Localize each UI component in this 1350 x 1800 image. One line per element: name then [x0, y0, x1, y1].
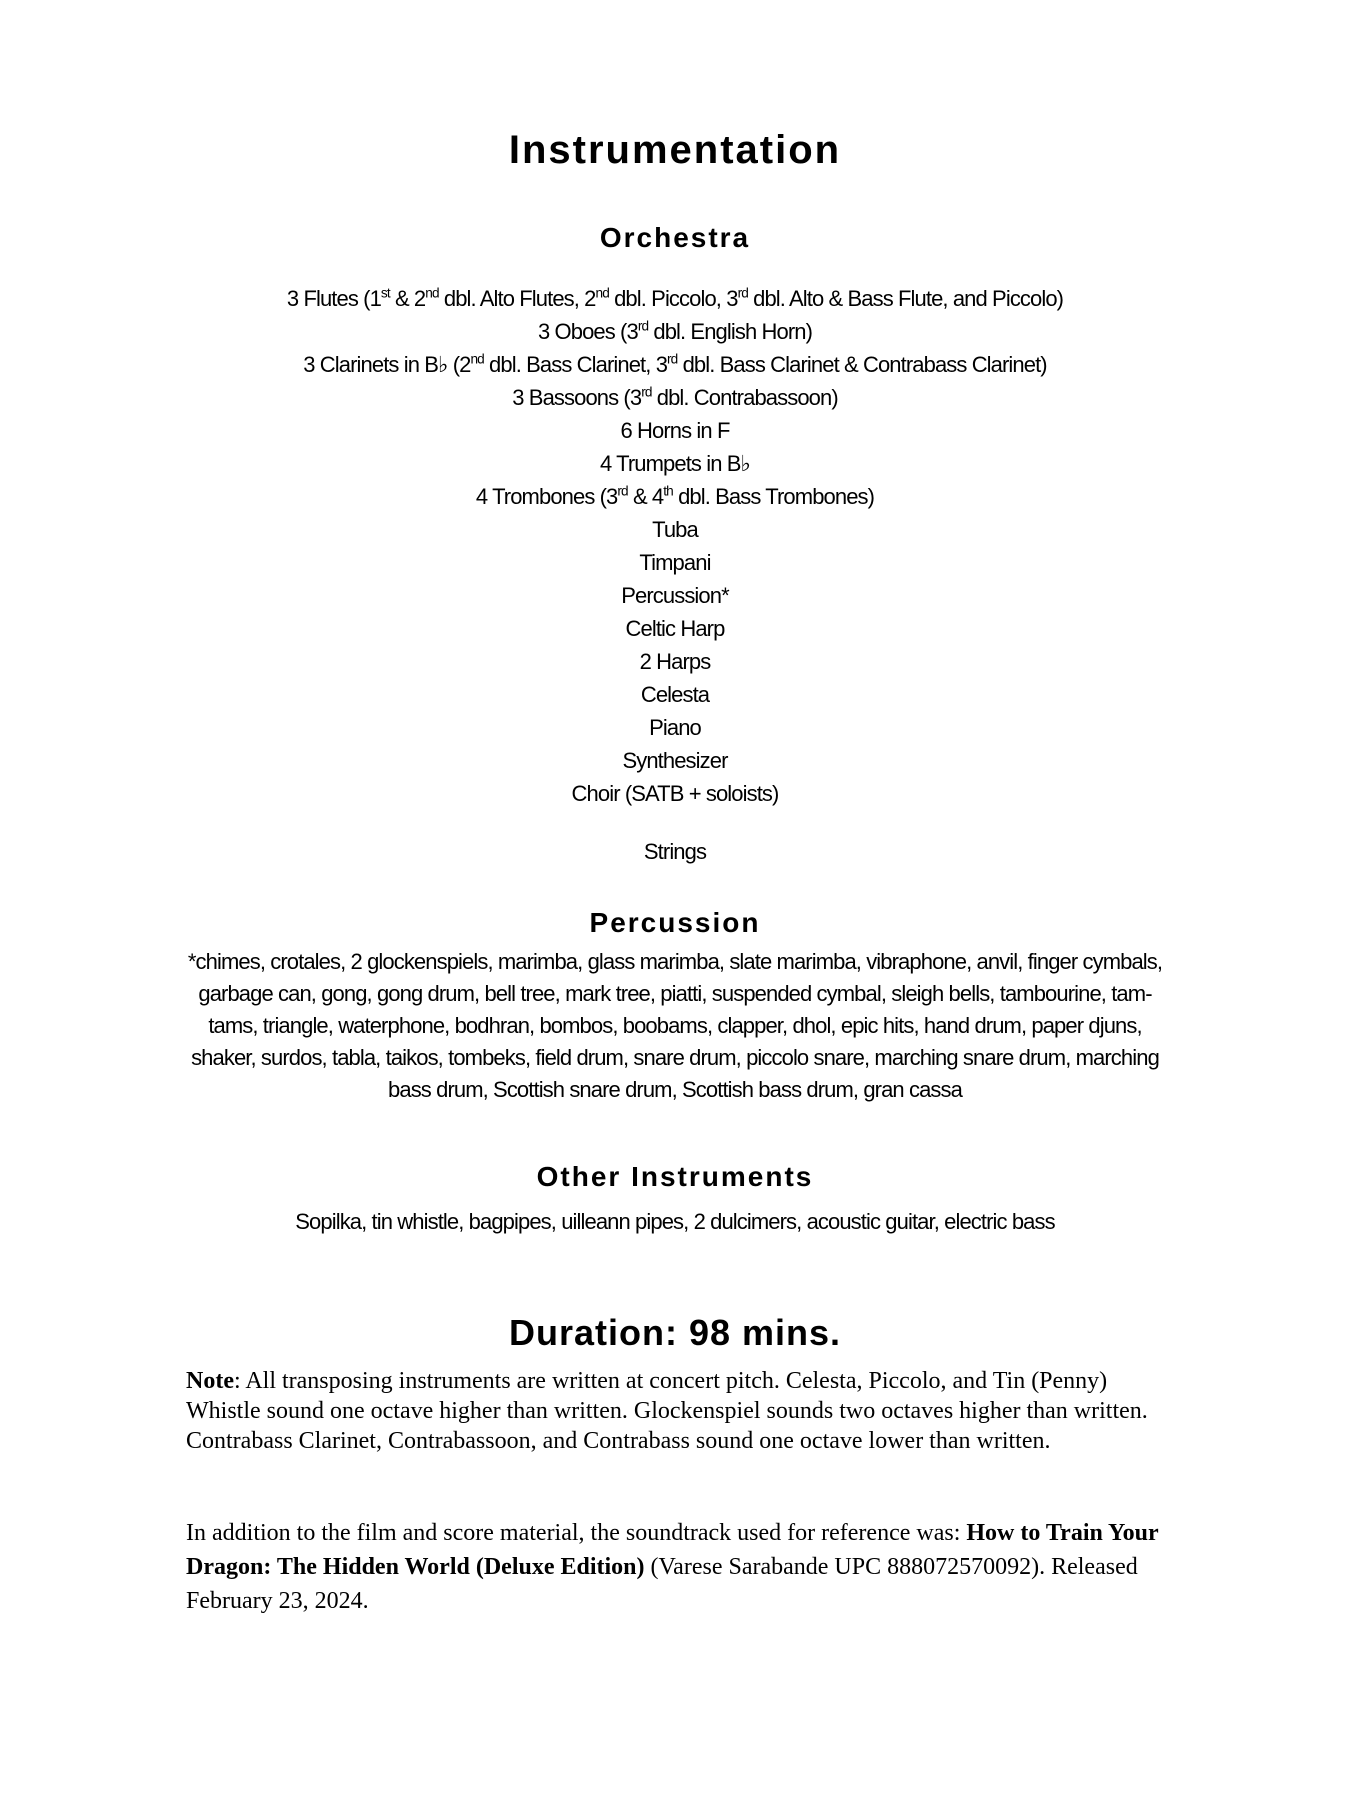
text-run: dbl. Contrabassoon) — [651, 385, 838, 410]
text-run: Timpani — [639, 550, 711, 575]
text-run: : All transposing instruments are written at concert pitch. Celesta, Piccolo, and Tin (Penny) Whistle sound one octave higher than written. Glockenspiel sounds two octaves higher than written. Contrabass Clarinet, Contrabassoon, and Contrabass sound one octave lower than written. — [186, 1368, 1148, 1454]
page-title: Instrumentation — [508, 127, 842, 172]
ordinal-superscript: nd — [470, 351, 484, 367]
percussion-line: bass drum, Scottish snare drum, Scottish bass drum, gran cassa — [388, 1077, 962, 1102]
text-run: 4 Trumpets in B♭ — [599, 451, 751, 476]
orchestra-line — [0, 348, 1350, 381]
orchestra-heading: Orchestra — [599, 222, 751, 254]
orchestra-line — [0, 711, 1350, 744]
percussion-line: garbage can, gong, gong drum, bell tree, mark tree, piatti, suspended cymbal, sleigh bells, tambourine, tam- — [198, 981, 1152, 1006]
text-run: dbl. Bass Clarinet, 3 — [483, 352, 668, 377]
text-run: 3 Flutes (1 — [286, 286, 381, 311]
ordinal-superscript: rd — [637, 318, 649, 334]
orchestra-line — [0, 612, 1350, 645]
text-run: dbl. English Horn) — [648, 319, 813, 344]
other-instruments-heading: Other Instruments — [536, 1161, 814, 1193]
text-run: 3 Bassoons (3 — [512, 385, 642, 410]
orchestra-line — [0, 645, 1350, 678]
text-run: 6 Horns in F — [620, 418, 730, 443]
text-run: (Varese Sarabande UPC 888072570092). Released February 23, 2024. — [186, 1554, 1138, 1614]
percussion-line: shaker, surdos, tabla, taikos, tombeks, field drum, snare drum, piccolo snare, marching snare drum, marching — [191, 1045, 1159, 1070]
percussion-heading: Percussion — [589, 907, 761, 939]
reference-paragraph — [186, 1516, 1186, 1618]
ordinal-superscript: rd — [667, 351, 678, 367]
percussion-list — [0, 946, 1350, 1106]
bold-text-run: How to Train Your Dragon: The Hidden World (Deluxe Edition) — [186, 1520, 1159, 1580]
orchestra-line — [0, 480, 1350, 513]
duration-heading: Duration: 98 mins. — [508, 1311, 842, 1353]
ordinal-superscript: rd — [737, 285, 748, 301]
text-run: dbl. Alto & Bass Flute, and Piccolo) — [747, 286, 1064, 311]
text-run: Piano — [649, 715, 701, 740]
text-run: & 4 — [627, 484, 664, 509]
orchestra-line — [0, 777, 1350, 810]
text-run: In addition to the film and score material, the soundtrack used for reference was: — [186, 1520, 967, 1546]
text-run: Percussion* — [621, 583, 729, 608]
orchestra-line — [0, 447, 1350, 480]
orchestra-line — [0, 414, 1350, 447]
note-paragraph — [186, 1366, 1186, 1456]
orchestra-line — [0, 381, 1350, 414]
ordinal-superscript: rd — [617, 483, 628, 499]
text-run: Synthesizer — [622, 748, 728, 773]
text-run: & 2 — [389, 286, 426, 311]
text-run: 3 Clarinets in B♭ (2 — [303, 352, 471, 377]
text-run: 4 Trombones (3 — [475, 484, 618, 509]
orchestra-line — [0, 315, 1350, 348]
other-instruments-list: Sopilka, tin whistle, bagpipes, uilleann pipes, 2 dulcimers, acoustic guitar, electric bass — [295, 1209, 1055, 1234]
orchestra-line — [0, 546, 1350, 579]
text-run: 3 Oboes (3 — [537, 319, 638, 344]
strings-line: Strings — [643, 839, 707, 864]
orchestra-line — [0, 744, 1350, 777]
percussion-line: tams, triangle, waterphone, bodhran, bombos, boobams, clapper, dhol, epic hits, hand drum, paper djuns, — [208, 1013, 1142, 1038]
orchestra-line — [0, 513, 1350, 546]
ordinal-superscript: th — [663, 483, 673, 499]
text-run: dbl. Bass Clarinet & Contrabass Clarinet) — [677, 352, 1047, 377]
orchestra-line — [0, 678, 1350, 711]
percussion-line: *chimes, crotales, 2 glockenspiels, marimba, glass marimba, slate marimba, vibraphone, anvil, finger cymbals, — [187, 949, 1163, 974]
bold-text-run: Note — [186, 1368, 234, 1394]
text-run: dbl. Alto Flutes, 2 — [438, 286, 596, 311]
orchestra-instrument-list — [0, 282, 1350, 810]
ordinal-superscript: rd — [641, 384, 652, 400]
text-run: Tuba — [652, 517, 698, 542]
orchestra-line — [0, 579, 1350, 612]
ordinal-superscript: nd — [425, 285, 439, 301]
text-run: Celesta — [640, 682, 710, 707]
text-run: 2 Harps — [639, 649, 711, 674]
text-run: Choir (SATB + soloists) — [571, 781, 779, 806]
text-run: dbl. Bass Trombones) — [672, 484, 875, 509]
text-run: Celtic Harp — [625, 616, 725, 641]
text-run: dbl. Piccolo, 3 — [608, 286, 738, 311]
orchestra-line — [0, 282, 1350, 315]
ordinal-superscript: nd — [595, 285, 609, 301]
ordinal-superscript: st — [380, 285, 390, 301]
